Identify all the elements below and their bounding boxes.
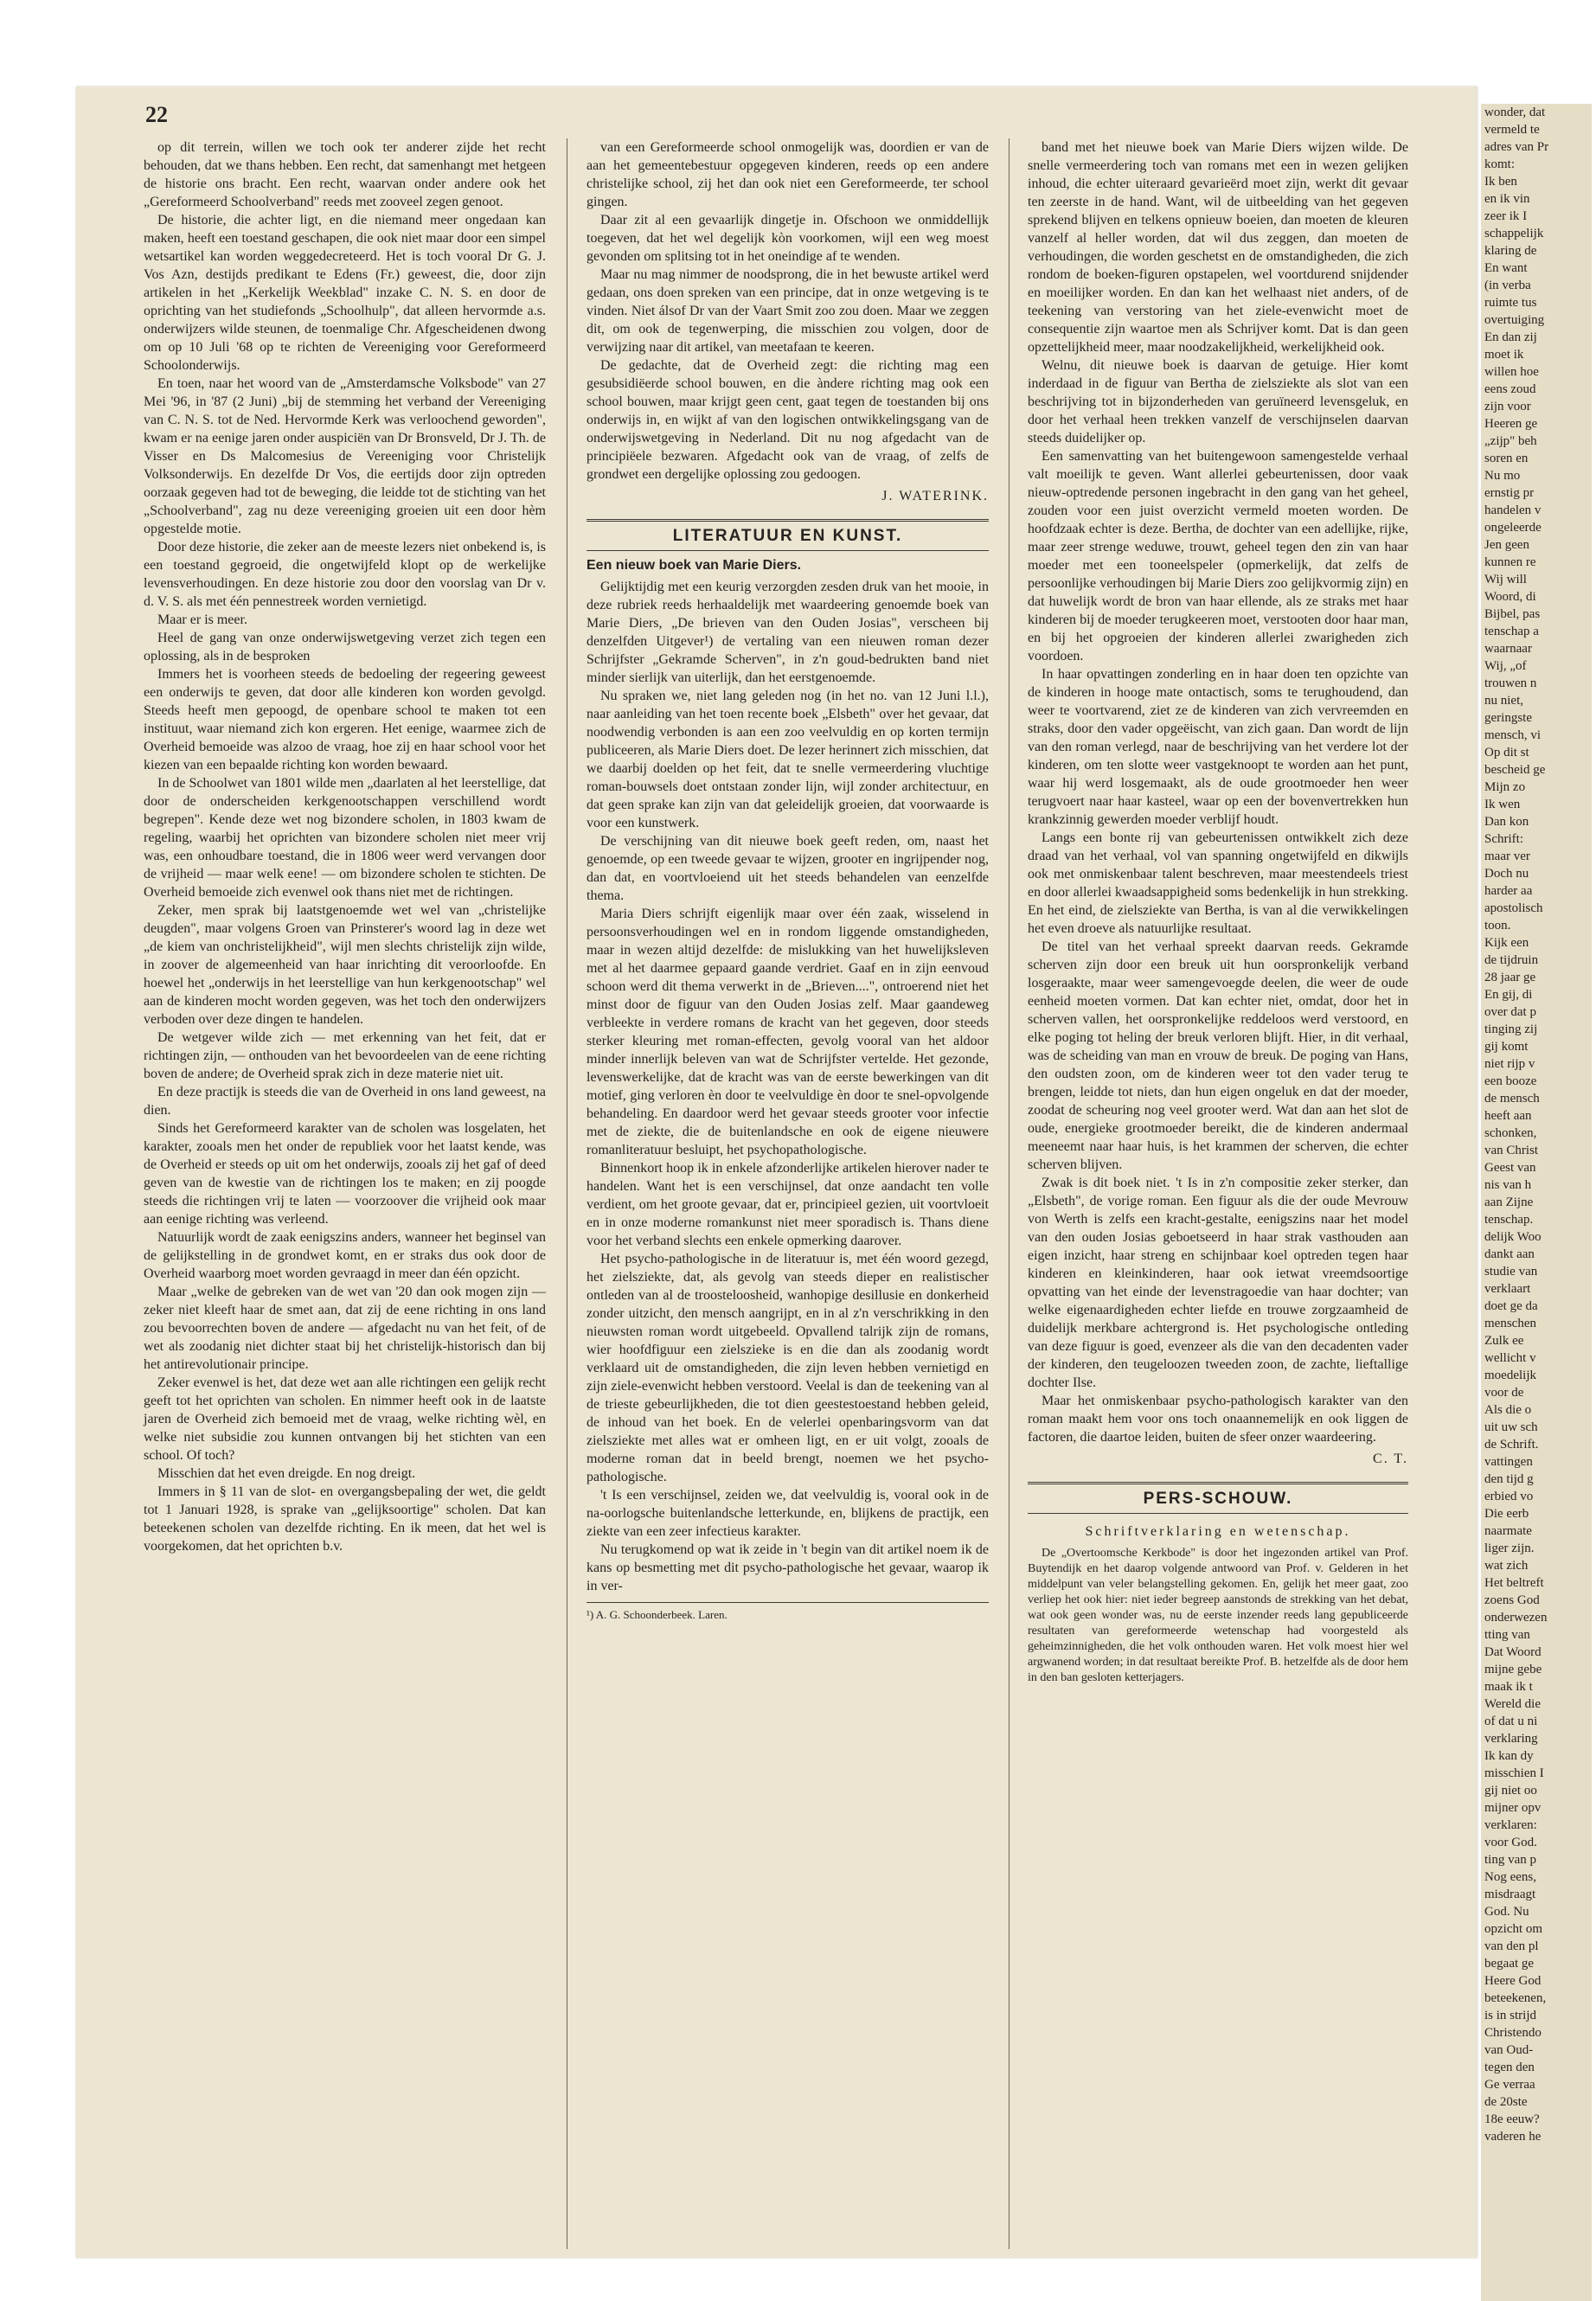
- strip-text-line: dankt aan: [1484, 1247, 1535, 1261]
- strip-text-line: Heeren ge: [1484, 417, 1538, 431]
- strip-text-line: menschen: [1484, 1317, 1536, 1330]
- strip-text-line: Doch nu: [1484, 867, 1529, 881]
- strip-text-line: waarnaar: [1484, 642, 1532, 656]
- strip-text-line: de Schrift.: [1484, 1438, 1539, 1452]
- paragraph: Een samenvatting van het buitengewoon samengestelde verhaal valt moeilijk te geven. Want allerlei gebeurtenissen, door vaak nieuw-optredende personen ingebracht in den gang van het geheel, zouden voor een juist overzicht vermeld moeten worden. De hoofdzaak echter is deze. Bertha, de dochter van een adellijke, rijke, maar zeer strenge weduwe, trouwt, geheel tegen den zin van haar moeder met een tooneelspeler (opmerkelijk, dat zelfs de persoonlijke verhoudingen bij Marie Diers zoo gelijkvormig zijn) en dat huwelijk wordt de bron van haar ellende, als ze straks met haar kinderen bij de moeder terugkeeren moet, verstooten door haar man, en bij het opgroeien der kinderen allerlei zwarigheden zich voordoen.: [1028, 449, 1408, 663]
- section-header-literature: LITERATUUR EN KUNST.: [586, 519, 989, 551]
- paragraph: band met het nieuwe boek van Marie Diers wijzen wilde. De snelle vermeerdering toch van romans met een in wezen gelijken inhoud, die echter uiteraard gevarieërd moet zijn, werkt dit gevaar ten zeerste in de hand. Want, wil de uitbeelding van het gegeven sprekend blijven en telkens opnieuw boeien, dan moeten de kleuren vanzelf al heller worden, dat wil dus zeggen, dan moeten de verhoudingen, die worden geschetst en de omstandigheden, die zich rondom de boeken-figuren opstapelen, wel voortdurend snijdender en moeilijker worden. En dan kan het welhaast niet anders, of de teekening van verstoring van het ziele-evenwicht moet de consequentie zijn waartoe men als Schrijver komt. Dat is dan geen opzettelijkheid meer, maar noodzakelijkheid, werkelijkheid ook.: [1028, 140, 1408, 355]
- strip-text-line: mijner opv: [1484, 1801, 1542, 1815]
- strip-text-line: van Oud-: [1484, 2043, 1534, 2057]
- strip-text-line: Dan kon: [1484, 815, 1529, 829]
- strip-text-line: en ik vin: [1484, 192, 1530, 206]
- review-title: Een nieuw boek van Marie Diers.: [586, 558, 802, 573]
- strip-text-line: Geest van: [1484, 1161, 1536, 1175]
- strip-text-line: Wereld die: [1484, 1697, 1542, 1711]
- paragraph: op dit terrein, willen we toch ook ter anderer zijde het recht behouden, dat we thans hebben. Een recht, dat samenhangt met hetgeen de historie ons bracht. Een recht, waarvan onder andere ook het „Gereformeerd Schoolverband" reeds met zooveel zegen genoot.: [144, 140, 546, 209]
- strip-text-line: Mijn zo: [1484, 780, 1526, 794]
- review-body: [586, 578, 989, 1595]
- strip-text-line: misschien I: [1484, 1766, 1544, 1780]
- strip-text-line: zoens God: [1484, 1593, 1540, 1607]
- review-signature: C. T.: [1373, 1452, 1408, 1466]
- strip-text-line: vattingen: [1484, 1455, 1533, 1469]
- adjacent-page-edge: [1481, 104, 1592, 2301]
- paragraph: Langs een bonte rij van gebeurtenissen ontwikkelt zich deze draad van het verhaal, vol van spanning ongetwijfeld en dikwijls ook met onmiskenbaar talent beschreven, maar meestendeels triest en door allerlei kwaadsappigheid soms bedenkelijk in hun strekking. En het eind, de zielsziekte van Bertha, is van al die verwikkelingen het even droeve als natuurlijke resultaat.: [1028, 830, 1408, 936]
- strip-text-line: Christendo: [1484, 2026, 1542, 2040]
- strip-text-line: wonder, dat: [1484, 106, 1546, 119]
- paragraph: De verschijning van dit nieuwe boek geeft reden, om, naast het genoemde, op een tweede gevaar te wijzen, grooter en ingrijpender nog, dan dat, en voortvloeiend uit het steeds behandelen van eenzelfde thema.: [586, 834, 989, 903]
- paragraph: De titel van het verhaal spreekt daarvan reeds. Gekramde scherven zijn door een breuk uit hun oorspronkelijk verband losgeraakte, maar weer samengevoegde deelen, die weer de oude eenheid moeten vormen. Dat kan echter niet, omdat, door het in scherven vallen, het oorspronkelijke reddeloos werd verstoord, en elke poging tot heling der breuk verloren blijft. Hier, in dit verhaal, was de scheiding van man en vrouw de breuk. De poging van Hans, den oudsten zoon, om de kinderen weer tot den vader terug te brengen, leidde tot niets, dan hun eigen ongeluk en dat der moeder, zoodat de scheuring nog veel grooter werd. Wat dan aan het slot de oude, energieke grootmoeder bereikt, die de kinderen andermaal meeneemt naar haar huis, is het krammen der scherven, die echter scherven blijven.: [1028, 939, 1408, 1172]
- strip-text-line: tinging zij: [1484, 1022, 1538, 1036]
- paragraph: Nu spraken we, niet lang geleden nog (in het no. van 12 Juni l.l.), naar aanleiding van het toen recente boek „Elsbeth" over het gevaar, dat noodwendig verbonden is aan een zoo veelvuldig en op korten termijn publiceeren, als Marie Diers doet. De lezer herinnert zich misschien, dat we daarbij doelden op het feit, dat te snelle vermeerdering vluchtige roman-bouwsels doet ontstaan zonder lijn, wijl zonder architectuur, en dat geen sprake kan zijn van dat geleidelijk groeien, dat voorwaarde is voor een kunstwerk.: [586, 689, 989, 830]
- strip-text-line: 28 jaar ge: [1484, 971, 1536, 984]
- strip-text-line: Bijbel, pas: [1484, 607, 1541, 621]
- strip-text-line: vermeld te: [1484, 123, 1540, 137]
- strip-text-line: klaring de: [1484, 244, 1537, 258]
- paragraph: In haar opvattingen zonderling en in haar doen ten opzichte van de kinderen in hooge mate ontactisch, soms te terughoudend, dan weer te voortvarend, ziet ze de kinderen van zich vervreemden en straks, door den vader opgeëischt, van zich gaan. Dan wordt de lijn van den roman verlegd, naar de beschrijving van het verdere lot der kinderen, om ten slotte weer vastgeknoopt te worden aan het punt, waar hij werd losgemaakt, als de oude grootmoeder hen weer terugvoert naar haar kasteel, waar op een der bovenvertrekken hun krankzinnig gewerden moeder verblijf houdt.: [1028, 667, 1408, 827]
- strip-text-line: tegen den: [1484, 2061, 1535, 2074]
- paragraph: En toen, naar het woord van de „Amsterdamsche Volksbode" van 27 Mei '96, in '87 (2 Juni) „bij de stemming het verband der Vereeniging van C. N. S. tot de Ned. Hervormde Kerk was verloochend geworden", kwam er na eenige jaren onder auspiciën van Dr Bronsveld, Dr J. Th. de Visser en Ds Malcomesius de Vereeniging voor Christelijk Volksonderwijs. En dezelfde Dr Vos, die eertijds door zijn optreden oorzaak gegeven had tot de beweging, die leidde tot de stichting van het „Schoolverband", zag nu deze vereeniging groeien uit een door hèm opgestelde motie.: [144, 376, 546, 536]
- strip-text-line: En dan zij: [1484, 330, 1537, 344]
- strip-text-line: naarmate: [1484, 1524, 1532, 1538]
- strip-text-line: ernstig pr: [1484, 486, 1535, 500]
- strip-text-line: de 20ste: [1484, 2095, 1528, 2109]
- strip-text-line: verklaring: [1484, 1732, 1538, 1746]
- strip-text-line: God. Nu: [1484, 1905, 1529, 1919]
- paragraph: Daar zit al een gevaarlijk dingetje in. Ofschoon we onmiddellijk toegeven, dat het wel degelijk kòn voorkomen, wijl een weg moest gevonden om splitsing tot in het oneindige af te wenden.: [586, 213, 989, 264]
- strip-text-line: trouwen n: [1484, 676, 1537, 690]
- strip-text-line: apostolisch: [1484, 901, 1543, 915]
- column-1: [144, 138, 546, 1555]
- strip-text-line: ting van p: [1484, 1853, 1536, 1867]
- strip-text-line: uit uw sch: [1484, 1420, 1538, 1434]
- strip-text-line: overtuiging: [1484, 313, 1545, 327]
- strip-text-line: „zijp" beh: [1484, 434, 1537, 448]
- strip-text-line: opzicht om: [1484, 1922, 1543, 1936]
- strip-text-line: Die eerb: [1484, 1507, 1529, 1521]
- strip-text-line: erbied vo: [1484, 1490, 1534, 1503]
- strip-text-line: verklaren:: [1484, 1818, 1537, 1832]
- strip-text-line: misdraagt: [1484, 1888, 1536, 1901]
- paragraph: De gedachte, dat de Overheid zegt: die richting mag een gesubsidiëerde school bouwen, en die àndere richting mag ook een school bouwen, maar krijgt geen cent, gaat tegen de toestanden bij ons onderwijs in, en wijkt af van den logischen ontwikkelingsgang van de onderwijswetgeving in Nederland. Dit nu nog afgedacht van de principiëele bezwaren. Afgedacht ook van de vraag, of zelfs de grondwet een dergelijke oplossing zou gedoogen.: [586, 358, 989, 482]
- page-number: 22: [145, 102, 168, 127]
- paragraph: Gelijktijdig met een keurig verzorgden zesden druk van het mooie, in deze rubriek reeds herhaaldelijk met waardeering genoemde boek van Marie Diers, „De brieven van den Ouden Josias", verscheen bij denzelfden Uitgever¹) de vertaling van een nieuwen roman dezer Schrijfster „Gekramde Scherven", in z'n goud-bedrukten band niet minder sierlijk van uiterlijk, dan het eerstgenoemde.: [586, 580, 989, 685]
- strip-text-line: studie van: [1484, 1265, 1538, 1279]
- strip-text-line: Dat Woord: [1484, 1645, 1542, 1659]
- strip-text-line: moedelijk: [1484, 1368, 1536, 1382]
- strip-text-line: voor de: [1484, 1386, 1524, 1400]
- strip-text-line: vaderen he: [1484, 2130, 1542, 2144]
- strip-text-line: mensch, vi: [1484, 728, 1541, 742]
- strip-text-line: komt:: [1484, 157, 1516, 171]
- paragraph: Maar „welke de gebreken van de wet van '20 dan ook mogen zijn — zeker niet kleeft haar de smet aan, dat zij de eene richting in ons land zou bevoorrechten boven de andere — afgedacht nu van het feit, of de wet als zoodanig niet dichter staat bij het christelijk-historisch dan bij het antirevolutionair principe.: [144, 1285, 546, 1372]
- strip-text-line: eens zoud: [1484, 382, 1536, 396]
- paragraph: Zeker, men sprak bij laatstgenoemde wet wel van „christelijke deugden", maar volgens Groen van Prinsterer's woord lag in deze wet „de kiem van onchristelijkheid", wijl men slechts christelijk zijn wilde, in zoover de algemeenheid van haar inrichting dit veroorloofde. En hoewel het „onderwijs in het leerstellige van hun kerkgenootschap" wel aan de kinderen mocht worden gegeven, was het toch den onderwijzers verboden over deze dingen te handelen.: [144, 903, 546, 1027]
- strip-text-line: aan Zijne: [1484, 1195, 1534, 1209]
- strip-text-line: Ik wen: [1484, 798, 1521, 811]
- strip-text-line: harder aa: [1484, 884, 1533, 898]
- paragraph: De wetgever wilde zich — met erkenning van het feit, dat er richtingen zijn, — onthouden van het bevoordeelen van de eene richting boven de andere; de Overheid sprak zich in deze materie niet uit.: [144, 1030, 546, 1081]
- strip-text-line: (in verba: [1484, 279, 1531, 292]
- paragraph: Door deze historie, die zeker aan de meeste lezers niet onbekend is, is een toestand gegroeid, die ongetwijfeld klopt op de werkelijke levensverhoudingen. En deze historie zou door den voorslag van Dr v. d. V. S. als met één pennestreek worden vernietigd.: [144, 540, 546, 609]
- paragraph: Heel de gang van onze onderwijswetgeving verzet zich tegen een oplossing, als in de besproken: [144, 631, 546, 663]
- strip-text-line: Het beltreft: [1484, 1576, 1544, 1590]
- paragraph: Nu terugkomend op wat ik zeide in 't begin van dit artikel noem ik de kans op besmetting met dit psycho-pathologische het gevaar, waarop ik in ver-: [586, 1542, 989, 1593]
- paragraph: Welnu, dit nieuwe boek is daarvan de getuige. Hier komt inderdaad in de figuur van Bertha de zielsziekte als slot van een beschrijving tot in bijzonderheden van geruïneerd levensgeluk, en door het verhaal heen trekken vanzelf de verschijnselen daarvan steeds duidelijker op.: [1028, 358, 1408, 445]
- review-continuation: [1028, 138, 1408, 1446]
- strip-text-line: tting van: [1484, 1628, 1530, 1642]
- strip-text-line: begaat ge: [1484, 1957, 1535, 1971]
- paragraph: Maar er is meer.: [157, 612, 247, 627]
- strip-text-line: Zulk ee: [1484, 1334, 1524, 1348]
- strip-text-line: Ge verraa: [1484, 2078, 1535, 2092]
- strip-text-line: bescheid ge: [1484, 763, 1546, 777]
- strip-text-line: liger zijn.: [1484, 1541, 1535, 1555]
- strip-text-line: schappelijk: [1484, 227, 1544, 240]
- strip-text-line: handelen v: [1484, 503, 1542, 517]
- strip-text-line: zijn voor: [1484, 400, 1531, 413]
- strip-text-line: beteekenen,: [1484, 1991, 1547, 2005]
- strip-text-line: gij niet oo: [1484, 1784, 1537, 1798]
- strip-text-line: En gij, di: [1484, 988, 1533, 1002]
- strip-text-line: maar ver: [1484, 849, 1530, 863]
- strip-text-line: adres van Pr: [1484, 140, 1549, 154]
- paragraph: Natuurlijk wordt de zaak eenigszins anders, wanneer het beginsel van de gelijkstelling in de grondwet komt, en er straks dus ook door de Overheid waarborg moet worden gevraagd in meer dan één opzicht.: [144, 1230, 546, 1281]
- strip-text-line: Heere God: [1484, 1974, 1542, 1988]
- pers-subtitle: Schriftverklaring en wetenschap.: [1085, 1524, 1351, 1539]
- pers-text: De „Overtoomsche Kerkbode" is door het ingezonden artikel van Prof. Buytendijk en het daarop volgende antwoord van Prof. v. Gelderen in het middelpunt van veler belangstelling gekomen. En, gelijk het meer gaat, zoo verliep het ook hier: niet ieder begreep aanstonds de strekking van het debat, wat ook geen wonder was, nu de eerste inzender reeds lang gepubliceerde resultaten van gereformeerde wetenschap had voorgesteld als geheimzinnigheden, die het volk onthouden waren. Het volk moest hier wel argwanend worden; in dat resultaat bereikte Prof. B. hetzelfde als de door hem in den ban gesloten ketterjagers.: [1028, 1547, 1408, 1684]
- strip-text-line: maak ik t: [1484, 1680, 1533, 1694]
- strip-text-line: Woord, di: [1484, 590, 1536, 604]
- strip-text-line: is in strijd: [1484, 2009, 1537, 2022]
- section-header-pers-schouw: PERS-SCHOUW.: [1028, 1482, 1408, 1514]
- strip-text-line: onderwezen: [1484, 1611, 1548, 1625]
- paragraph: 't Is een verschijnsel, zeiden we, dat veelvuldig is, vooral ook in de na-oorlogsche buitenlandsche letterkunde, en, blijkens de practijk, een ziekte van een zeer infectieus karakter.: [586, 1488, 989, 1539]
- strip-text-line: verklaart: [1484, 1282, 1531, 1296]
- newspaper-page: [76, 87, 1477, 2258]
- strip-text-line: wat zich: [1484, 1559, 1529, 1573]
- paragraph: Het psycho-pathologische in de literatuur is, met één woord gezegd, het zielsziekte, dat, als gevolg van steeds dieper en realistischer ontleden van al de troosteloosheid, wanhopige desillusie en donkerheid zonder uitzicht, den mensch aangrijpt, en in al z'n verschrikking in den nieuwsten roman wordt uitgebeeld. Opvallend talrijk zijn de romans, wier hoofdfiguur een zielszieke is en die dan als zoodanig wordt verklaard uit de omstandigheden, die zijn leven hebben vernietigd en zijn ziele-evenwicht hebben verstoord. Veelal is dan de teekening van al de trieste gebeurlijkheden, die tot dien geestestoestand hebben geleid, de inhoud van het boek. En de velerlei openbaringsvorm van dat zielsziekte met alles wat er omheen ligt, en er uit volgt, zooals de moderne roman dat in beeld brengt, noemen we het psycho-pathologische.: [586, 1252, 989, 1484]
- column-divider: [1009, 138, 1010, 2249]
- footnote: ¹) A. G. Schoonderbeek. Laren.: [586, 1602, 989, 1624]
- paragraph: En deze practijk is steeds die van de Overheid in ons land geweest, na dien.: [144, 1085, 546, 1118]
- strip-text-line: schonken,: [1484, 1126, 1537, 1140]
- paragraph: Immers in § 11 van de slot- en overgangsbepaling der wet, die geldt tot 1 Januari 1928, is sprake van „gelijksoortige" scholen. Dat kan beteekenen scholen van dezelfde richting. En ik meen, dat het wel is voorgekomen, dat het oprichten b.v.: [144, 1484, 546, 1554]
- strip-text-line: Ik kan dy: [1484, 1749, 1534, 1763]
- paragraph: Zeker evenwel is het, dat deze wet aan alle richtingen een gelijk recht geeft tot het oprichten van scholen. En nimmer heeft ook in de laatste jaren de Overheid zich bemoeid met de vraag, welke richting wèl, en welke niet subsidie zou kunnen ontvangen bij het stichten van een school. Of toch?: [144, 1375, 546, 1463]
- strip-text-line: een booze: [1484, 1074, 1537, 1088]
- strip-text-line: En want: [1484, 261, 1528, 275]
- paragraph: van een Gereformeerde school onmogelijk was, doordien er van de aan het gemeentebestuur opgegeven kinderen, reeds op een andere christelijke school, zij het dan ook niet een Gereformeerde, ter school gingen.: [586, 140, 989, 209]
- strip-text-line: willen hoe: [1484, 365, 1539, 379]
- strip-text-line: Nu mo: [1484, 469, 1521, 483]
- paragraph: Maria Diers schrijft eigenlijk maar over één zaak, wisselend in persoonsverhoudingen wel en in rondom liggende omstandigheden, maar in wezen altijd dezelfde: de mislukking van het huwelijksleven met al het daarmee gepaard gaande verdriet. Gaaf en in zijn eenvoud schoon werd dit thema verwerkt in de „Brieven....", ontroerend niet het minst door de figuur van den Ouden Josias zelf. Maar gaandeweg verbleekte in verdere romans de kracht van het gegeven, door steeds sterker kleuring met roman-effecten, gevolg vooral van het aldoor minder innerlijk beleven van wat de Schrijfster vertelde. Het gezonde, levenswerkelijke, dat de kracht was van de eerste bewerkingen van dit motief, ging verloren èn door te veelvuldige èn door te snel-opvolgende behandeling. En daardoor werd het gevaar steeds grooter voor infectie met de ziekte, die de buitenlandsche en ook de eigene nieuwere romanliteratuur besluipt, het psychopathologische.: [586, 907, 989, 1157]
- column-3: [1028, 138, 1408, 1686]
- paragraph: In de Schoolwet van 1801 wilde men „daarlaten al het leerstellige, dat door de onderscheiden kerkgenootschappen verschillend wordt begrepen". Kende deze wet nog bizondere scholen, in 1803 kwam de regeling, waarbij het oprichten van bizondere scholen niet meer vrij was, een onhoudbare toestand, die in 1806 weer werd vervangen door de vrijheid — maar welk eene! — om bizondere scholen te stichten. De Overheid bemoeide zich evenwel ook thans niet met de richtingen.: [144, 776, 546, 900]
- strip-text-line: Ik ben: [1484, 175, 1517, 189]
- strip-text-line: ongeleerde: [1484, 521, 1542, 535]
- strip-text-line: de mensch: [1484, 1092, 1540, 1106]
- strip-text-line: gij komt: [1484, 1040, 1529, 1054]
- author-signature: J. WATERINK.: [881, 489, 989, 503]
- strip-text-line: van Christ: [1484, 1144, 1539, 1157]
- strip-text-line: Kijk een: [1484, 936, 1529, 950]
- strip-text-line: wellicht v: [1484, 1351, 1536, 1365]
- strip-text-line: ruimte tus: [1484, 296, 1537, 310]
- strip-text-line: Wij will: [1484, 573, 1527, 586]
- strip-text-line: Als die o: [1484, 1403, 1532, 1417]
- strip-text-line: heeft aan: [1484, 1109, 1532, 1123]
- strip-text-line: de tijdruin: [1484, 953, 1539, 967]
- strip-text-line: nis van h: [1484, 1178, 1532, 1192]
- strip-text-line: voor God.: [1484, 1836, 1537, 1849]
- strip-text-line: niet rijp v: [1484, 1057, 1535, 1071]
- strip-text-line: of dat u ni: [1484, 1715, 1538, 1728]
- paragraph: De historie, die achter ligt, en die niemand meer ongedaan kan maken, heeft een toestand geschapen, die ook niet maar door een simpel wetsartikel kan worden weggedecreteerd. Het is toch vooral Dr G. J. Vos Azn, destijds predikant te Edens (Fr.) geweest, die, door zijn artikelen in het „Kerkelijk Weekblad" inzake C. N. S. en door de oprichting van het studiefonds „Schoolhulp", dat alleen hervormde a.s. onderwijzers wilde steunen, de toenmalige Chr. Afgescheidenen dwong om op 10 Juli '68 op te richten de Vereeniging voor Gereformeerd Schoolonderwijs.: [144, 213, 546, 373]
- strip-text-line: zeer ik I: [1484, 209, 1528, 223]
- strip-text-line: moet ik: [1484, 348, 1524, 362]
- strip-text-line: delijk Woo: [1484, 1230, 1542, 1244]
- strip-text-line: 18e eeuw?: [1484, 2112, 1540, 2126]
- paragraph: Zwak is dit boek niet. 't Is in z'n compositie zeker sterker, dan „Elsbeth", de vorige roman. Een figuur als die der oude Mevrouw von Werth is zelfs een kracht-gestalte, eenigszins naar het model van den ouden Josias geboetseerd in haar strak vasthouden aan eigen inzicht, haar streng en schijnbaar koel optreden tegen haar kinderen en kleinkinderen, haar ook ietwat vreemdsoortige opvatting van het einde der levenstragoedie van haar dochter; van welke eigenaardigheden echter liefde en trouwe zorgzaamheid de duidelijk merkbare achtergrond is. Het psychologische ontleding van deze figuur is goed, evenzeer als die van den decadenten vader der kinderen, den teugeloozen tweeden zoon, de zachte, lieftallige dochter Ilse.: [1028, 1176, 1408, 1390]
- paragraph: Misschien dat het even dreigde. En nog dreigt.: [157, 1466, 416, 1481]
- strip-text-line: mijne gebe: [1484, 1663, 1542, 1676]
- paragraph: Sinds het Gereformeerd karakter van de scholen was losgelaten, het karakter, zooals men het onder de republiek voor het laatst kende, was de Overheid er steeds op uit om het onderwijs, zooals zij het gaf of deed geven van de kwestie van de richtingen los te maken; en zij poogde steeds die richtingen vrij te laten — voorzoover die vrijheid ook maar aan eenige richting was verleend.: [144, 1121, 546, 1227]
- strip-text-line: geringste: [1484, 711, 1532, 725]
- strip-text-line: Op dit st: [1484, 746, 1529, 760]
- paragraph: Immers het is voorheen steeds de bedoeling der regeering geweest een onderwijs te geven, dat door alle kinderen kon worden gevolgd. Steeds heeft men gepoogd, de openbare school te maken tot een instituut, waar niemand zich kon ergeren. Het eenige, waarmee zich de Overheid bemoeide was alzoo de vraag, hoe zij en haar school voor het kiezen van een bepaalde richting kon worden bewaard.: [144, 667, 546, 772]
- paragraph: Maar nu mag nimmer de noodsprong, die in het bewuste artikel werd gedaan, ons doen spreken van een principe, dat in onze wetgeving is te vinden. Niet álsof Dr van der Vaart Smit zoo zou doen. Maar we zeggen dit, om ook de tegenwerping, die misschien zou volgen, door de verwijzing naar dit artikel, van meetafaan te keeren.: [586, 267, 989, 355]
- strip-text-line: Nog eens,: [1484, 1870, 1536, 1884]
- strip-text-line: van den pl: [1484, 1939, 1539, 1953]
- paragraph: Maar het onmiskenbaar psycho-pathologisch karakter van den roman maakt hem voor ons toch onaannemelijk en ook liggen de factoren, die daartoe leiden, buiten de sfeer onzer waardeering.: [1028, 1394, 1408, 1445]
- strip-text-line: soren en: [1484, 452, 1529, 465]
- strip-text-line: tenschap.: [1484, 1213, 1534, 1227]
- paragraph: Binnenkort hoop ik in enkele afzonderlijke artikelen hierover nader te handelen. Want het is een verschijnsel, dat onze aandacht ten volle verdient, om het groote gevaar, dat er, principieel gezien, uit voortvloeit en in onze moderne romankunst niet meer sporadisch is. Thans diene voor het verband slechts een enkele opmerking daarover.: [586, 1161, 989, 1248]
- strip-text-line: Jen geen: [1484, 538, 1530, 552]
- strip-text-line: doet ge da: [1484, 1299, 1538, 1313]
- strip-text-line: toon.: [1484, 919, 1511, 933]
- article-continuation: [586, 138, 989, 484]
- strip-text-line: Wij, „of: [1484, 659, 1527, 673]
- strip-text-line: kunnen re: [1484, 555, 1536, 569]
- strip-text-line: tenschap a: [1484, 625, 1539, 638]
- strip-text-line: Schrift:: [1484, 832, 1523, 846]
- column-2: [586, 138, 989, 1624]
- strip-text-line: over dat p: [1484, 1005, 1536, 1019]
- strip-text-line: nu niet,: [1484, 694, 1523, 708]
- strip-text-line: den tijd g: [1484, 1472, 1534, 1486]
